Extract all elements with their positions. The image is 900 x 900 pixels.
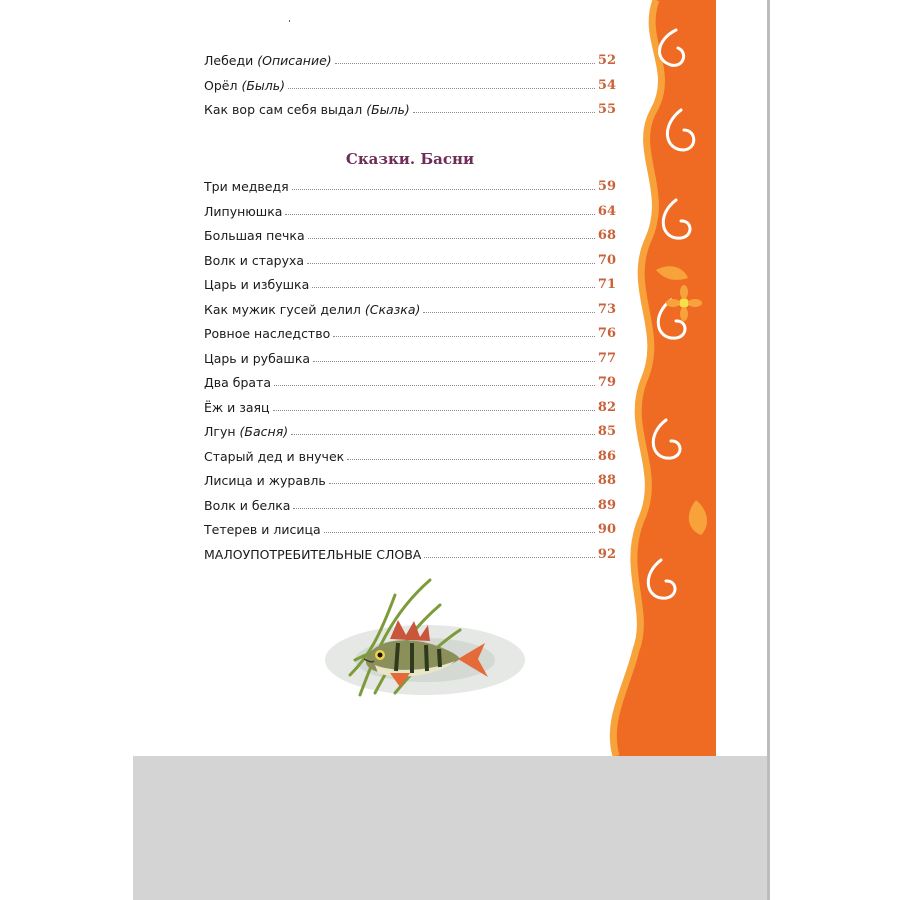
toc-entry-page-number: 77	[597, 350, 616, 366]
toc-entry	[204, 417, 616, 439]
toc-entry-title	[204, 78, 285, 93]
toc-entry-title	[204, 204, 282, 219]
toc-entry-page-number: 54	[597, 77, 616, 93]
toc-entry	[204, 466, 616, 488]
toc-entry-page-number: 85	[597, 424, 616, 439]
toc-entry-title-text: Волк и старуха	[204, 252, 305, 268]
toc-entry-title-text: Лгун	[204, 424, 236, 439]
toc-entry	[204, 172, 616, 194]
toc-entry-title-text: Царь и избушка	[204, 277, 310, 292]
toc-entry	[204, 368, 616, 390]
dot-leader	[291, 434, 595, 435]
toc-entry	[204, 270, 616, 292]
toc-entry-page-number: 76	[597, 326, 616, 341]
toc-entry-title	[204, 449, 344, 464]
toc-entry-title	[204, 253, 304, 268]
toc-entry-title	[204, 179, 289, 194]
dot-leader	[307, 263, 595, 264]
toc-entry-title-text: Как мужик гусей делил	[204, 301, 361, 317]
toc-entry-title-text: Старый дед и внучек	[204, 448, 345, 464]
toc-entry	[204, 221, 616, 243]
toc-entry-note: (Быль)	[241, 77, 286, 93]
toc-entry-page-number: 70	[597, 252, 616, 268]
toc-entry-title	[204, 424, 288, 439]
toc-entry-page-number: 64	[597, 203, 616, 219]
toc-entry	[204, 344, 616, 366]
toc-entry-page-number: 68	[597, 228, 616, 243]
dot-leader	[285, 214, 594, 215]
dot-leader	[292, 189, 595, 190]
dot-leader	[347, 459, 595, 460]
toc-entry-title-text: Лебеди	[204, 53, 254, 68]
toc-entry-title	[204, 400, 270, 415]
toc-entry-title	[204, 547, 421, 562]
toc-entry-note: (Басня)	[239, 424, 289, 439]
toc-entry-title-text: Царь и рубашка	[204, 350, 311, 366]
toc-entry-page-number: 73	[597, 301, 616, 317]
dot-leader	[335, 63, 595, 64]
toc-entry-page-number: 90	[597, 522, 616, 537]
toc-entry-page-number: 71	[597, 277, 616, 292]
dot-leader	[333, 336, 595, 337]
toc-entry	[204, 295, 616, 317]
perch-fish-illustration	[320, 575, 530, 705]
dot-leader	[413, 112, 595, 113]
dot-leader	[329, 483, 595, 484]
toc-entry-title	[204, 53, 332, 68]
dot-leader	[308, 238, 595, 239]
dot-leader	[273, 410, 595, 411]
toc-entry	[204, 540, 616, 562]
toc-entry-title	[204, 375, 271, 390]
toc-entry-page-number: 79	[597, 375, 616, 390]
dot-leader	[313, 361, 595, 362]
toc-entry-title	[204, 277, 309, 292]
toc-entry-title-text: Три медведя	[204, 179, 289, 194]
toc-entry-title	[204, 302, 420, 317]
toc-entry-title	[204, 102, 410, 117]
border-band	[613, 0, 716, 756]
dot-leader	[288, 88, 595, 89]
section-title: Сказки. Басни	[345, 150, 475, 168]
toc-entry-title	[204, 228, 305, 243]
toc-entry-title	[204, 326, 330, 341]
toc-entry	[204, 71, 616, 93]
page-mark	[289, 20, 290, 22]
toc-entry-page-number: 52	[597, 53, 616, 68]
toc-entry-title	[204, 351, 310, 366]
toc-entry-title-text: Как вор сам себя выдал	[204, 102, 363, 117]
toc-entry	[204, 197, 616, 219]
toc-entry-title	[204, 473, 326, 488]
toc-entry-note: (Описание)	[257, 53, 332, 68]
toc-entry-title-text: Орёл	[204, 77, 238, 93]
toc-entry-page-number: 86	[597, 448, 616, 464]
toc-entry-title-text: Ёж и заяц	[204, 399, 270, 415]
toc-entry-title-text: Волк и белка	[204, 497, 291, 513]
toc-entry-note: (Быль)	[366, 102, 410, 117]
toc-entry	[204, 95, 616, 117]
toc-entry-page-number: 55	[597, 102, 616, 117]
toc-entry	[204, 442, 616, 464]
dot-leader	[312, 287, 595, 288]
toc-entry	[204, 46, 616, 68]
toc-entry-title-text: Большая печка	[204, 228, 305, 243]
toc-entry-title-text: Лисица и журавль	[204, 473, 326, 488]
toc-entry-page-number: 88	[597, 473, 616, 488]
toc-entry-page-number: 92	[597, 546, 616, 562]
toc-entry	[204, 491, 616, 513]
toc-entry-page-number: 89	[597, 497, 616, 513]
toc-entry	[204, 393, 616, 415]
dot-leader	[293, 508, 594, 509]
toc-entry-title-text: Два брата	[204, 375, 272, 390]
toc-entry-title-text: Ровное наследство	[204, 326, 331, 341]
toc-entry-page-number: 59	[597, 179, 616, 194]
toc-entry-page-number: 82	[597, 399, 616, 415]
toc-entry-title-text: МАЛОУПОТРЕБИТЕЛЬНЫЕ СЛОВА	[204, 546, 422, 562]
toc-entry-note: (Сказка)	[364, 301, 421, 317]
toc-entry	[204, 319, 616, 341]
toc-entry-title-text: Тетерев и лисица	[204, 522, 321, 537]
toc-entry-title	[204, 498, 290, 513]
toc-entry-title	[204, 522, 321, 537]
scan-background	[133, 756, 767, 900]
dot-leader	[324, 532, 595, 533]
scan-edge	[767, 0, 770, 900]
toc-entry-title-text: Липунюшка	[204, 203, 283, 219]
dot-leader	[424, 557, 595, 558]
dot-leader	[423, 312, 595, 313]
toc-entry	[204, 515, 616, 537]
dot-leader	[274, 385, 595, 386]
toc-entry	[204, 246, 616, 268]
